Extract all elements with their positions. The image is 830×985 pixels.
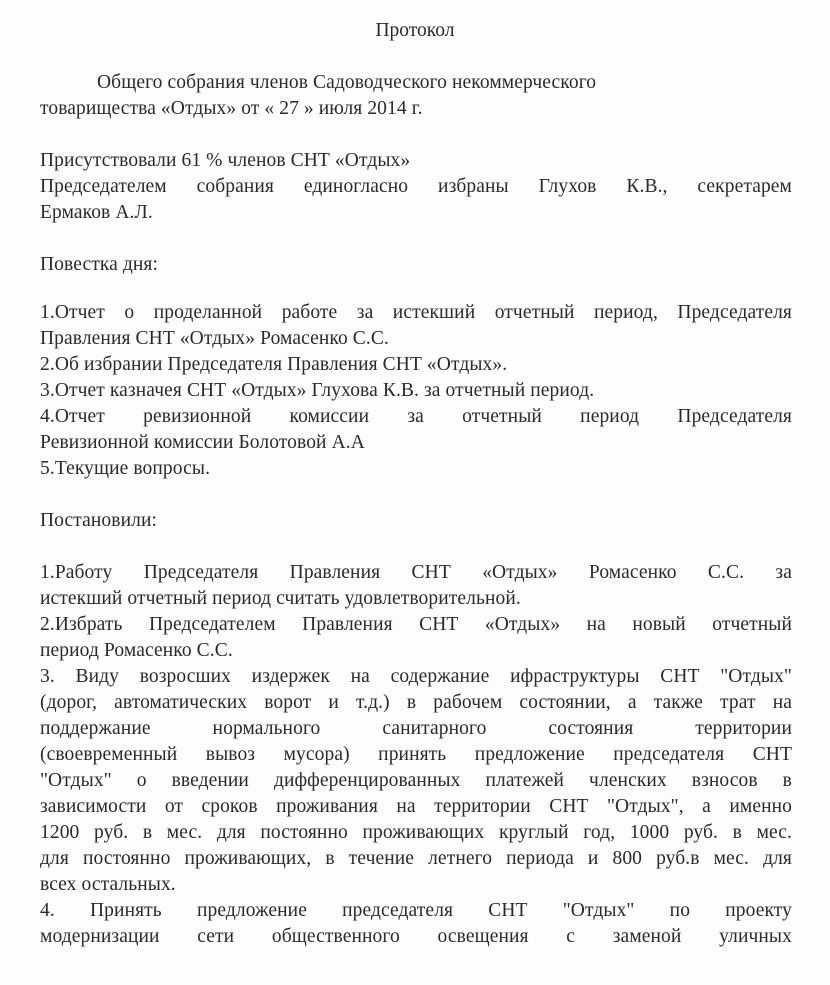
resolution-line-4: период Ромасенко С.С. (40, 640, 233, 661)
resolution-line-12: для постоянно проживающих, в течение летнего периода и 800 руб.в мес. для (40, 848, 792, 869)
resolution-line-1: 1.Работу Председателя Правления СНТ «Отдых» Ромасенко С.С. за (40, 562, 792, 583)
resolution-line-3: 2.Избрать Председателем Правления СНТ «Отдых» на новый отчетный (40, 614, 792, 635)
resolution-line-15: модернизации сети общественного освещения с заменой уличных (40, 926, 792, 947)
intro-line-2: товарищества «Отдых» от « 27 » июля 2014 г. (40, 98, 423, 119)
agenda-line-4: 3.Отчет казначея СНТ «Отдых» Глухова К.В. за отчетный период. (40, 380, 595, 401)
resolution-line-2: истекший отчетный период считать удовлетворительной. (40, 588, 521, 609)
resolution-line-8: (своевременный вывоз мусора) принять предложение председателя СНТ (40, 744, 792, 765)
agenda-line-5: 4.Отчет ревизионной комиссии за отчетный период Председателя (40, 406, 792, 427)
attendance-line-2: Председателем собрания единогласно избраны Глухов К.В., секретарем (40, 176, 792, 197)
resolution-line-6: (дорог, автоматических ворот и т.д.) в рабочем состоянии, а также трат на (40, 692, 792, 713)
attendance-line-1: Присутствовали 61 % членов СНТ «Отдых» (40, 150, 411, 171)
document-title: Протокол (375, 20, 455, 41)
resolution-line-5: 3. Виду возросших издержек на содержание ифраструктуры СНТ "Отдых" (40, 666, 792, 687)
agenda-line-2: Правления СНТ «Отдых» Ромасенко С.С. (40, 328, 389, 349)
agenda-line-3: 2.Об избрании Председателя Правления СНТ «Отдых». (40, 354, 508, 375)
agenda-line-1: 1.Отчет о проделанной работе за истекший отчетный период, Председателя (40, 302, 792, 323)
agenda-line-6: Ревизионной комиссии Болотовой А.А (40, 432, 365, 453)
resolution-line-7: поддержание нормального санитарного состояния территории (40, 718, 792, 739)
agenda-line-7: 5.Текущие вопросы. (40, 458, 211, 479)
resolution-line-9: "Отдых" о введении дифференцированных платежей членских взносов в (40, 770, 792, 791)
resolution-line-10: зависимости от сроков проживания на территории СНТ "Отдых", а именно (40, 796, 792, 817)
resolution-line-13: всех остальных. (40, 874, 176, 895)
resolved-heading: Постановили: (40, 510, 158, 531)
attendance-line-3: Ермаков А.Л. (40, 202, 153, 223)
resolution-line-11: 1200 руб. в мес. для постоянно проживающих круглый год, 1000 руб. в мес. (40, 822, 792, 843)
intro-line-1: Общего собрания членов Садоводческого некоммерческого (97, 72, 597, 93)
resolution-line-14: 4. Принять предложение председателя СНТ "Отдых" по проекту (40, 900, 792, 921)
agenda-heading: Повестка дня: (40, 254, 158, 275)
